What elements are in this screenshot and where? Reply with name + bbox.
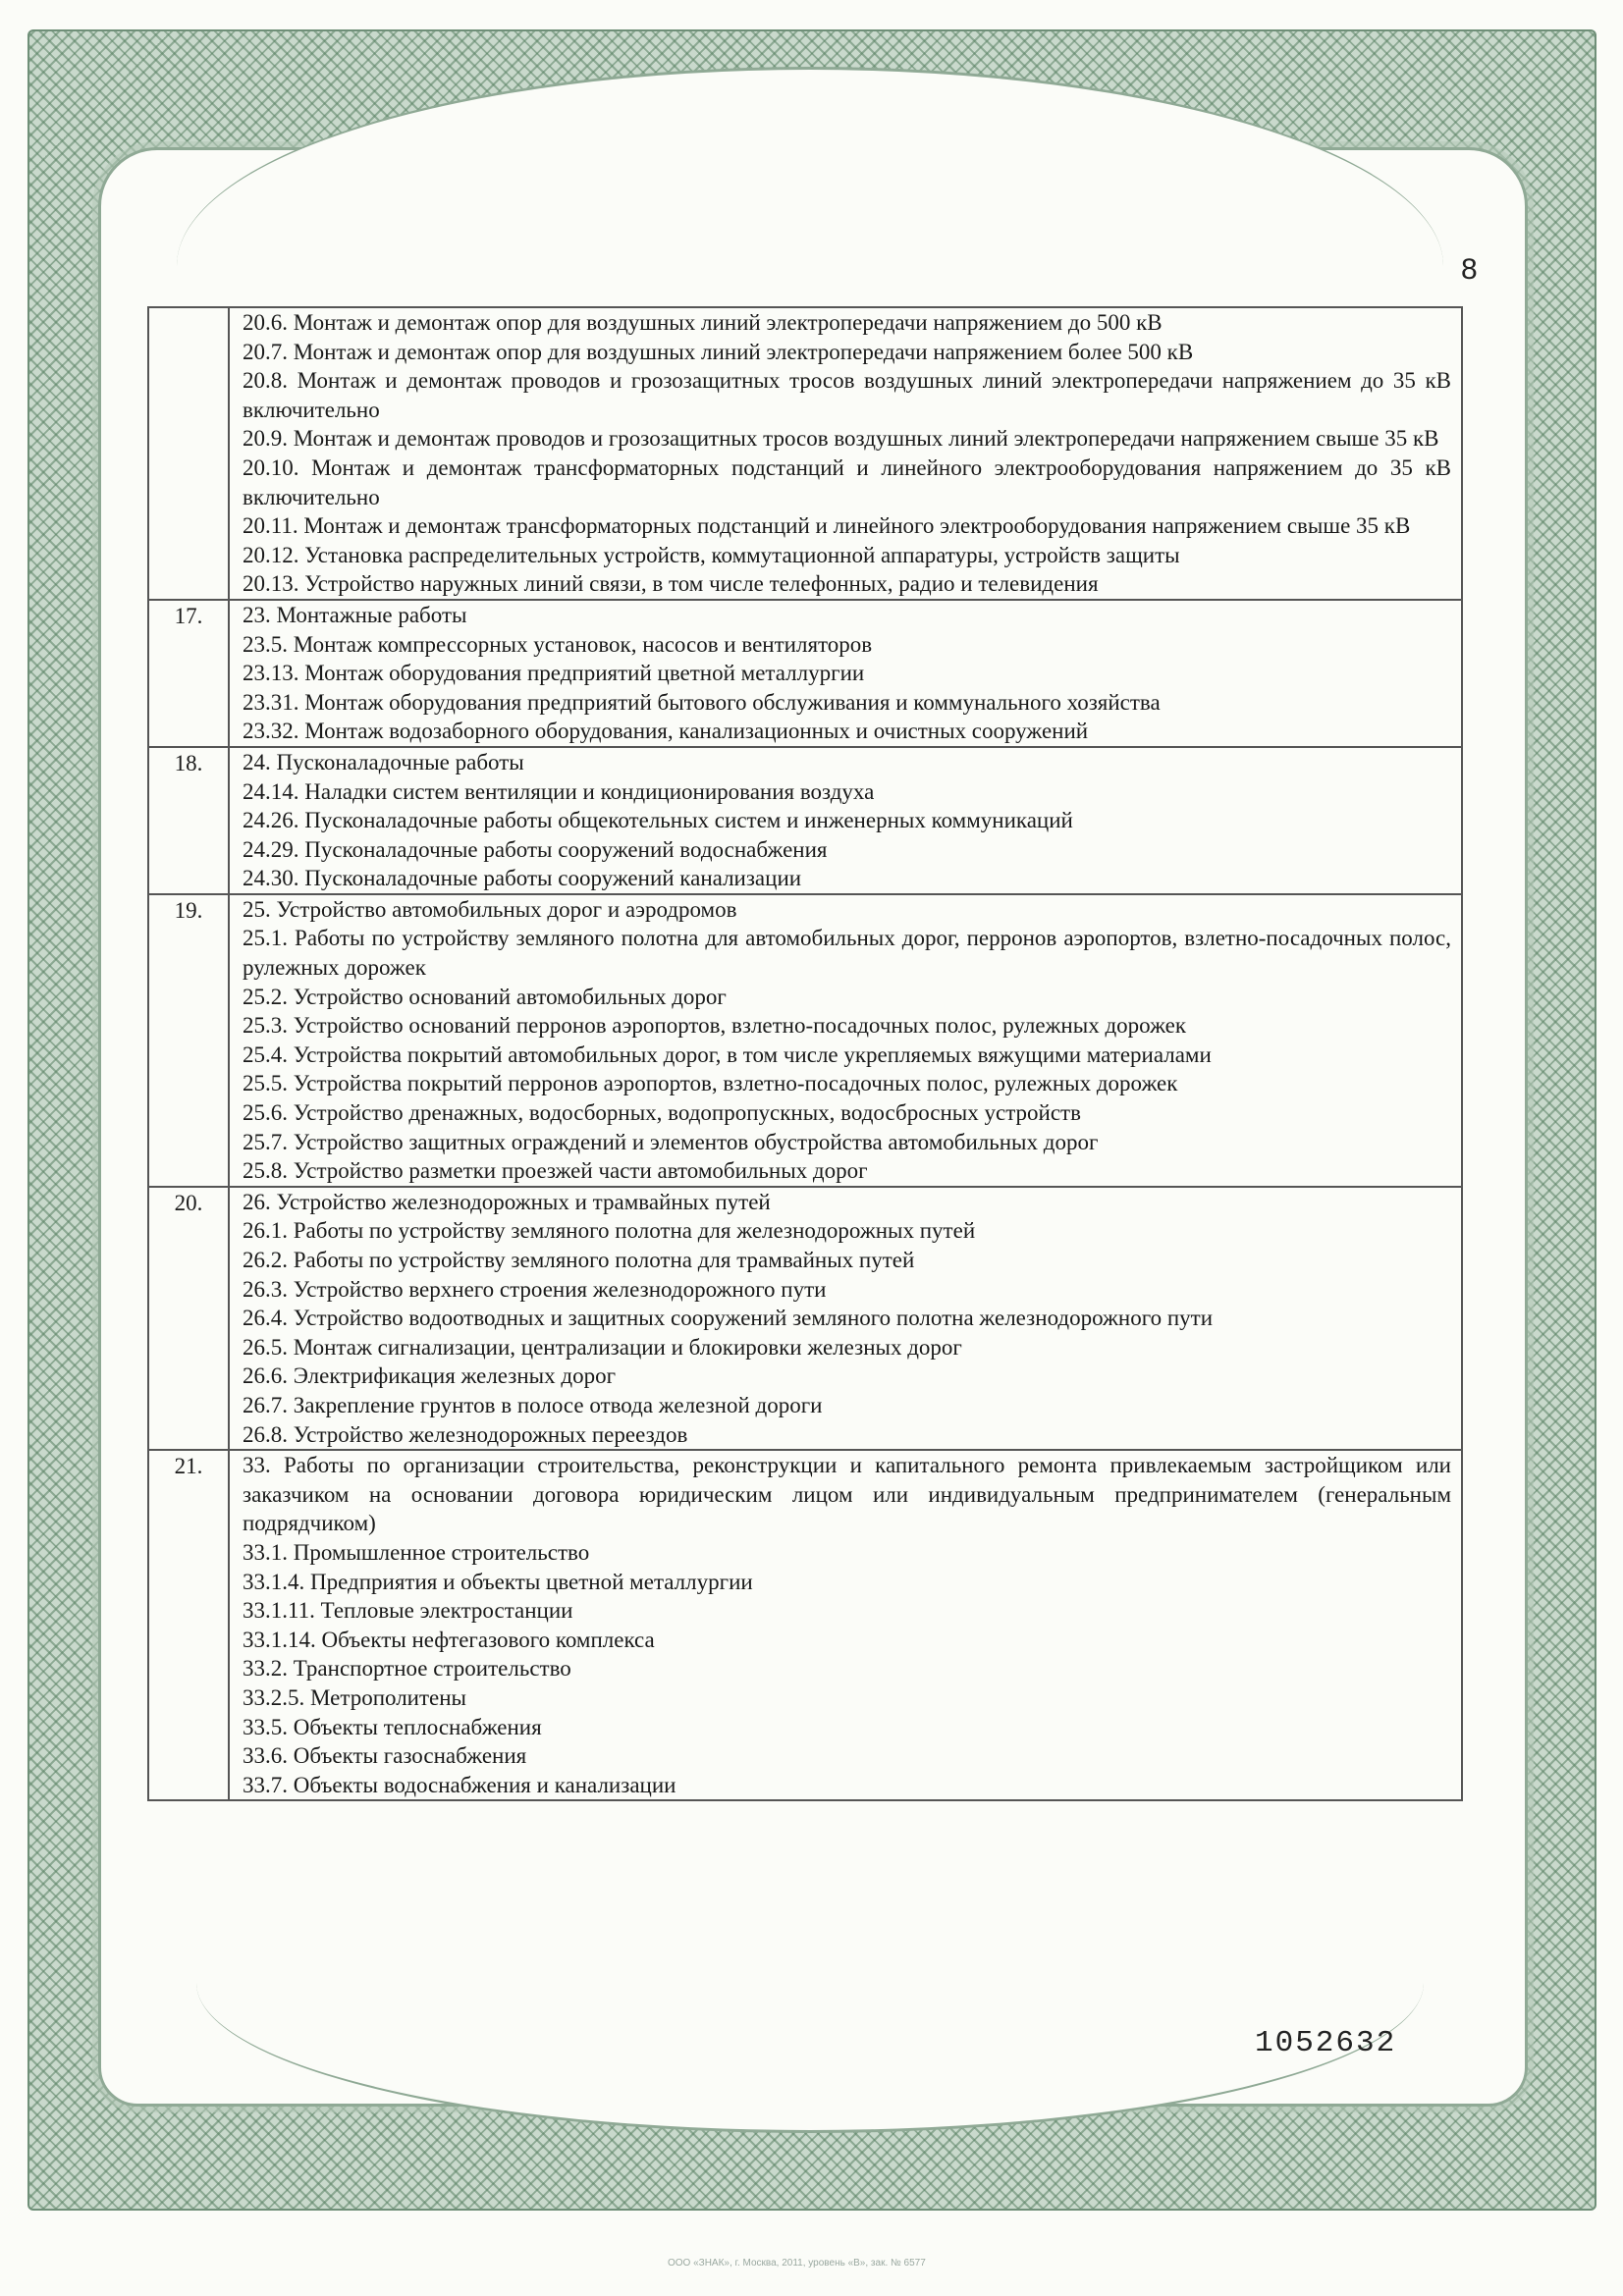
work-item: 25.2. Устройство оснований автомобильных дорог [243,984,727,1009]
row-number-cell: 18. [148,747,229,894]
work-item: 26.1. Работы по устройству земляного полотна для железнодорожных путей [243,1218,976,1244]
row-number-cell [148,307,229,600]
work-item: 20.7. Монтаж и демонтаж опор для воздушных линий электропередачи напряжением более 500 кВ [243,339,1194,364]
row-number-cell: 17. [148,600,229,747]
work-item: 20.6. Монтаж и демонтаж опор для воздушных линий электропередачи напряжением до 500 кВ [243,310,1163,335]
table-row [148,307,1462,600]
serial-number: 1052632 [1255,2026,1397,2060]
work-item: 26.7. Закрепление грунтов в полосе отвода железной дороги [243,1392,823,1417]
work-item: 23.13. Монтаж оборудования предприятий цветной металлургии [243,661,865,686]
work-item: 24.14. Наладки систем вентиляции и кондиционирования воздуха [243,778,875,804]
table-row [148,894,1462,1187]
printer-imprint: ООО «ЗНАК», г. Москва, 2011, уровень «В», зак. № 6577 [668,2258,926,2269]
work-item: 26. Устройство железнодорожных и трамвайных путей [243,1189,771,1214]
work-item: 33.1.4. Предприятия и объекты цветной металлургии [243,1569,753,1594]
work-item: 33.1. Промышленное строительство [243,1539,590,1565]
work-item: 24.26. Пусконаладочные работы общекотельных систем и инженерных коммуникаций [243,808,1073,833]
work-item: 20.9. Монтаж и демонтаж проводов и грозозащитных тросов воздушных линий электропередачи напряжением свыше 35 кВ [243,426,1439,452]
work-item: 33.1.11. Тепловые электростанции [243,1598,573,1624]
work-item: 33.1.14. Объекты нефтегазового комплекса [243,1627,655,1652]
table-row [148,1187,1462,1450]
row-number-cell: 20. [148,1187,229,1450]
row-items-cell [229,747,1462,894]
work-item: 25.5. Устройства покрытий перронов аэропортов, взлетно-посадочных полос, рулежных дорожек [243,1071,1178,1096]
work-item: 24. Пусконаладочные работы [243,749,524,774]
work-item: 20.11. Монтаж и демонтаж трансформаторных подстанций и линейного электрооборудования напряжением свыше 35 кВ [243,513,1411,539]
work-item: 23.32. Монтаж водозаборного оборудования, канализационных и очистных сооружений [243,719,1089,744]
row-number-cell: 19. [148,894,229,1187]
work-item: 26.6. Электрификация железных дорог [243,1363,617,1389]
work-item: 24.30. Пусконаладочные работы сооружений канализации [243,866,802,891]
work-item: 26.5. Монтаж сигнализации, централизации и блокировки железных дорог [243,1334,962,1360]
table-row [148,600,1462,747]
row-items-cell [229,1450,1462,1800]
work-item: 33. Работы по организации строительства, реконструкции и капитального ремонта привлекаемым застройщиком или заказчиком на основании договора юридическим лицом или индивидуальным предпринимателем (генеральным подрядчиком) [243,1453,1451,1536]
work-item: 26.3. Устройство верхнего строения железнодорожного пути [243,1276,827,1302]
work-item: 26.8. Устройство железнодорожных переездов [243,1421,688,1447]
work-item: 33.2.5. Метрополитены [243,1684,467,1710]
work-item: 33.7. Объекты водоснабжения и канализации [243,1772,676,1797]
work-item: 33.6. Объекты газоснабжения [243,1743,527,1769]
work-item: 20.10. Монтаж и демонтаж трансформаторных подстанций и линейного электрооборудования напряжением до 35 кВ включительно [243,454,1451,509]
work-item: 24.29. Пусконаладочные работы сооружений водоснабжения [243,836,828,862]
works-table [147,306,1463,1801]
page-number: 8 [1461,253,1478,286]
work-item: 23.5. Монтаж компрессорных установок, насосов и вентиляторов [243,631,873,657]
work-item: 20.12. Установка распределительных устройств, коммутационной аппаратуры, устройств защиты [243,542,1180,567]
work-item: 33.5. Объекты теплоснабжения [243,1714,542,1739]
work-item: 25.8. Устройство разметки проезжей части автомобильных дорог [243,1158,868,1184]
work-item: 25.4. Устройства покрытий автомобильных дорог, в том числе укрепляемых вяжущими материалами [243,1041,1212,1067]
row-items-cell [229,600,1462,747]
work-item: 25.7. Устройство защитных ограждений и элементов обустройства автомобильных дорог [243,1129,1099,1154]
table-row [148,1450,1462,1800]
work-item: 20.8. Монтаж и демонтаж проводов и грозозащитных тросов воздушных линий электропередачи напряжением до 35 кВ включительно [243,368,1451,422]
work-item: 25.3. Устройство оснований перронов аэропортов, взлетно-посадочных полос, рулежных дорожек [243,1013,1187,1039]
work-item: 23.31. Монтаж оборудования предприятий бытового обслуживания и коммунального хозяйства [243,689,1161,715]
work-item: 25.6. Устройство дренажных, водосборных, водопропускных, водосбросных устройств [243,1100,1081,1126]
work-item: 25.1. Работы по устройству земляного полотна для автомобильных дорог, перронов аэропортов, взлетно-посадочных полос, рулежных дорожек [243,926,1451,981]
work-item: 25. Устройство автомобильных дорог и аэродромов [243,896,737,922]
work-item: 23. Монтажные работы [243,602,467,627]
row-items-cell [229,307,1462,600]
work-item: 20.13. Устройство наружных линий связи, в том числе телефонных, радио и телевидения [243,571,1099,597]
row-items-cell [229,894,1462,1187]
work-item: 33.2. Транспортное строительство [243,1656,571,1682]
row-items-cell [229,1187,1462,1450]
work-item: 26.4. Устройство водоотводных и защитных сооружений земляного полотна железнодорожного пути [243,1306,1214,1331]
table-row [148,747,1462,894]
work-item: 26.2. Работы по устройству земляного полотна для трамвайных путей [243,1248,915,1272]
row-number-cell: 21. [148,1450,229,1800]
